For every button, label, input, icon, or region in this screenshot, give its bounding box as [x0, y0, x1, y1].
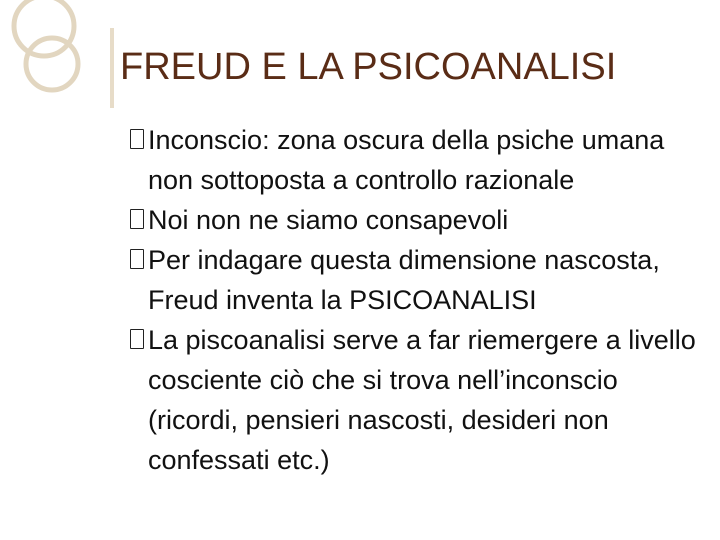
bullet-text: Noi non ne siamo consapevoli [148, 205, 509, 235]
missing-glyph-box-icon [130, 129, 144, 149]
bullet-text: La piscoanalisi serve a far riemergere a livello cosciente ciò che si trova nell’inconscio (ricordi, pensieri nascosti, desideri non confessati etc.) [148, 325, 696, 475]
slide-title: FREUD E LA PSICOANALISI [120, 46, 617, 88]
bullet-item [130, 120, 700, 200]
bullet-text: Per indagare questa dimensione nascosta, Freud inventa la PSICOANALISI [148, 245, 660, 315]
missing-glyph-box-icon [130, 209, 144, 229]
bullet-item [130, 200, 700, 240]
title-accent-bar [110, 28, 114, 108]
bullet-list [130, 120, 700, 480]
bullet-item [130, 240, 700, 320]
missing-glyph-box-icon [130, 249, 144, 269]
decorative-rings-icon [0, 0, 90, 110]
bullet-item [130, 320, 700, 480]
missing-glyph-box-icon [130, 329, 144, 349]
bullet-text: Inconscio: zona oscura della psiche umana non sottoposta a controllo razionale [148, 125, 665, 195]
